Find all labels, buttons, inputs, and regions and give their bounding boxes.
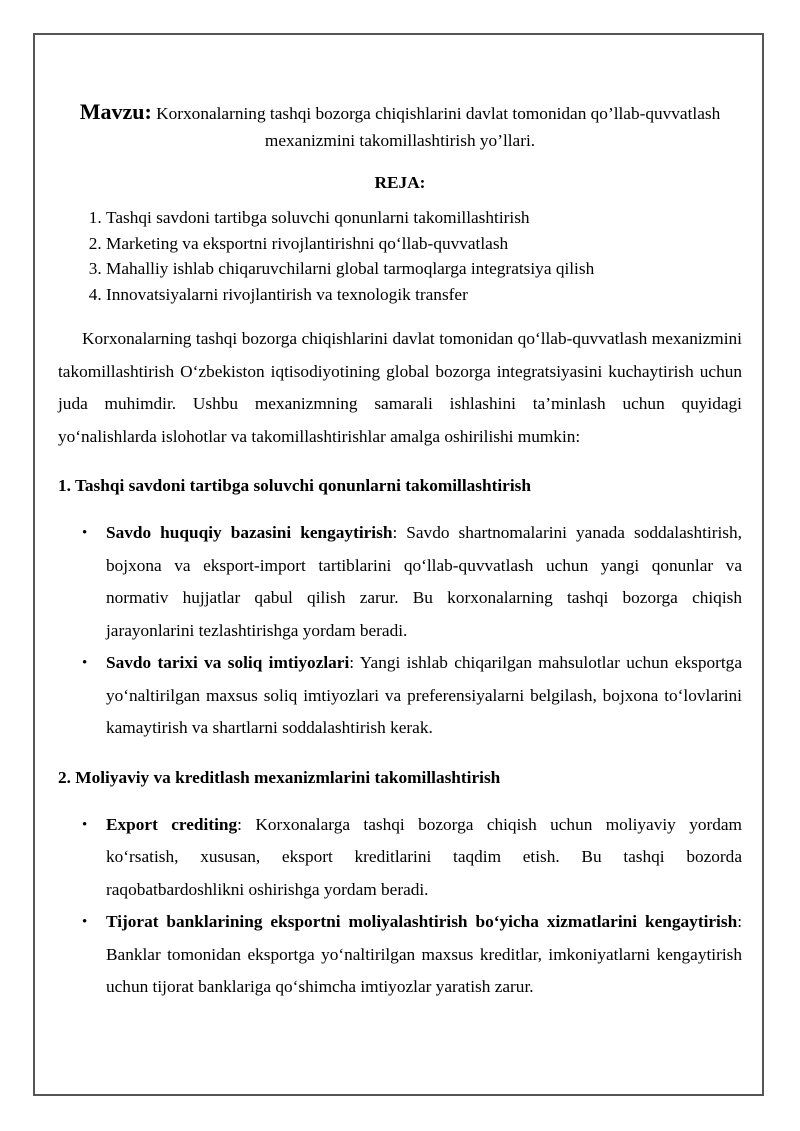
bullet-term: Tijorat banklarining eksportni moliyalashtirish bo‘yicha xizmatlarini kengaytirish [106, 912, 738, 931]
plan-item: 4. Innovatsiyalarni rivojlantirish va texnologik transfer [106, 282, 742, 308]
title-text: Korxonalarning tashqi bozorga chiqishlarini davlat tomonidan qo’llab-quvvatlash mexanizmini takomillashtirish yo’llari. [151, 104, 721, 150]
plan-heading: REJA: [374, 173, 426, 192]
intro-paragraph: Korxonalarning tashqi bozorga chiqishlarini davlat tomonidan qo‘llab-quvvatlash mexanizmini takomillashtirish O‘zbekiston iqtisodiyotining global bozorga integratsiyasini kuchaytirish uchun juda muhimdir. Ushbu mexanizmning samarali ishlashini ta’minlash uchun quyidagi yo‘nalishlarda islohotlar va takomillashtirishlar amalga oshirilishi mumkin: [58, 329, 742, 446]
bullet-text: : Yangi ishlab chiqarilgan mahsulotlar uchun eksportga yo‘naltirilgan maxsus soliq imtiyozlari va preferensiyalarni belgilash, bojxona to‘lovlarini kamaytirish va shartlarni soddalashtirish kerak. [106, 653, 742, 737]
document-title [58, 98, 742, 154]
bullet-text: : Banklar tomonidan eksportga yo‘naltirilgan maxsus kreditlar, imkoniyatlarni kengaytirish uchun tijorat banklariga qo‘shimcha imtiyozlar yaratish zarur. [106, 912, 742, 996]
bullet-term: Savdo tarixi va soliq imtiyozlari [106, 653, 350, 672]
plan-item: 1. Tashqi savdoni tartibga soluvchi qonunlarni takomillashtirish [106, 205, 742, 231]
bullet-item [106, 517, 742, 647]
bullet-item [106, 809, 742, 907]
bullet-text: : Korxonalarga tashqi bozorga chiqish uchun moliyaviy yordam ko‘rsatish, xususan, eksport kreditlarini taqdim etish. Bu tashqi bozorda raqobatbardoshlikni oshirishga yordam beradi. [106, 814, 742, 899]
bullet-text: : Savdo shartnomalarini yanada soddalashtirish, bojxona va eksport-import tartiblarini qo‘llab-quvvatlash uchun yangi qonunlar va normativ hujjatlar qabul qilish zarur. Bu korxonalarning tashqi bozorga chiqish jarayonlarini tezlashtirishga yordam beradi. [106, 523, 742, 640]
bullet-term: Savdo huquqiy bazasini kengaytirish [106, 523, 393, 542]
plan-item: 3. Mahalliy ishlab chiqaruvchilarni global tarmoqlarga integratsiya qilish [106, 256, 742, 282]
bullet-item [106, 906, 742, 1004]
document-body [58, 98, 742, 1004]
plan-list [58, 205, 742, 307]
section-heading: 2. Moliyaviy va kreditlash mexanizmlarini takomillashtirish [58, 767, 501, 787]
plan-item: 2. Marketing va eksportni rivojlantirishni qo‘llab-quvvatlash [106, 231, 742, 257]
bullet-item [106, 647, 742, 745]
bullet-term: Export crediting [106, 814, 238, 834]
section-heading: 1. Tashqi savdoni tartibga soluvchi qonunlarni takomillashtirish [58, 476, 531, 495]
title-lead: Mavzu: [79, 99, 152, 124]
bullet-list [58, 517, 742, 745]
bullet-list [58, 809, 742, 1004]
